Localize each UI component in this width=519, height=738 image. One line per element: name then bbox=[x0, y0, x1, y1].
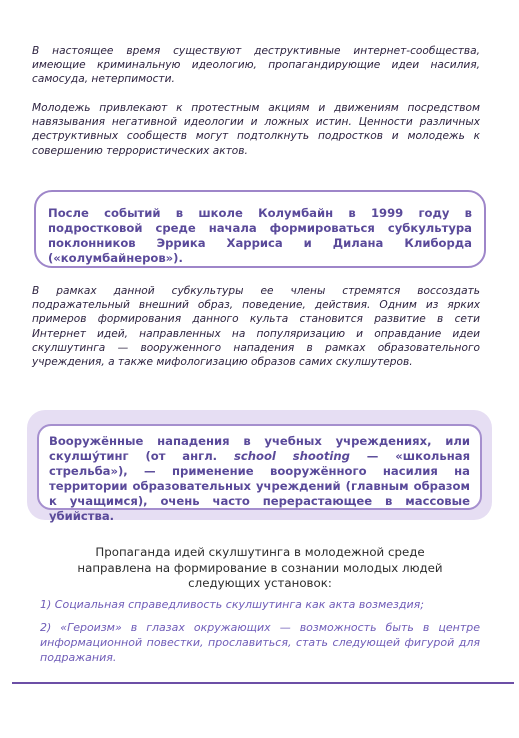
list-item: 1) Социальная справедливость скулшутинга как акта возмездия; bbox=[40, 598, 424, 611]
propaganda-lead: Пропаганда идей скулшутинга в молодежной среде направлена на формирование в сознании молодых людей следующих установок: bbox=[77, 545, 443, 590]
callout-definition-text bbox=[49, 434, 470, 524]
callout-columbine bbox=[34, 190, 486, 268]
paragraph-youth-involvement: Молодежь привлекают к протестным акциям и движениям посредством навязывания негативной идеологии и ложных истин. Ценности различных деструктивных сообществ могут подтолкнуть подростков и молодежь к совершению террористических актов. bbox=[32, 102, 480, 157]
youth-section bbox=[32, 101, 480, 158]
definition-part-2: — «школьная стрельба»), — применение вооружённого насилия на территории образовательных учреждений (главным образом к учащимся), очень часто перерастающее в массовые убийства. bbox=[49, 449, 471, 523]
callout-definition bbox=[27, 410, 492, 523]
paragraph-subculture: В рамках данной субкультуры ее члены стремятся воссоздать подражательный внешний образ, поведение, действия. Одним из ярких примеров формирования данного культа становится развитие в сети Интернет идей, направленных на популяризацию и оправдание идеи скулшутинга — вооруженного нападения в рамках образовательного учреждения, а также мифологизацию образов самих скулшутеров. bbox=[32, 285, 480, 369]
list-item: 2) «Героизм» в глазах окружающих — возможность быть в центре информационной повестки, прославиться, стать следующей фигурой для подражания. bbox=[40, 621, 480, 664]
definition-part-1: Вооружённые нападения в учебных учреждениях, или скулшу́тинг (от англ. bbox=[49, 434, 470, 463]
callout-columbine-text: После событий в школе Колумбайн в 1999 году в подростковой среде начала формироваться субкультура поклонников Эррика Харриса и Дилана Клиборда («колумбайнеров»). bbox=[48, 206, 472, 265]
definition-term: school shooting bbox=[233, 449, 350, 463]
callout-definition-frame bbox=[37, 424, 482, 523]
paragraph-destructive-communities: В настоящее время существуют деструктивные интернет-сообщества, имеющие криминальную идеологию, пропагандирующие идеи насилия, самосуда, нетерпимости. bbox=[32, 45, 480, 86]
subculture-section bbox=[32, 284, 480, 369]
bottom-divider bbox=[12, 682, 514, 684]
intro-section bbox=[32, 44, 480, 87]
